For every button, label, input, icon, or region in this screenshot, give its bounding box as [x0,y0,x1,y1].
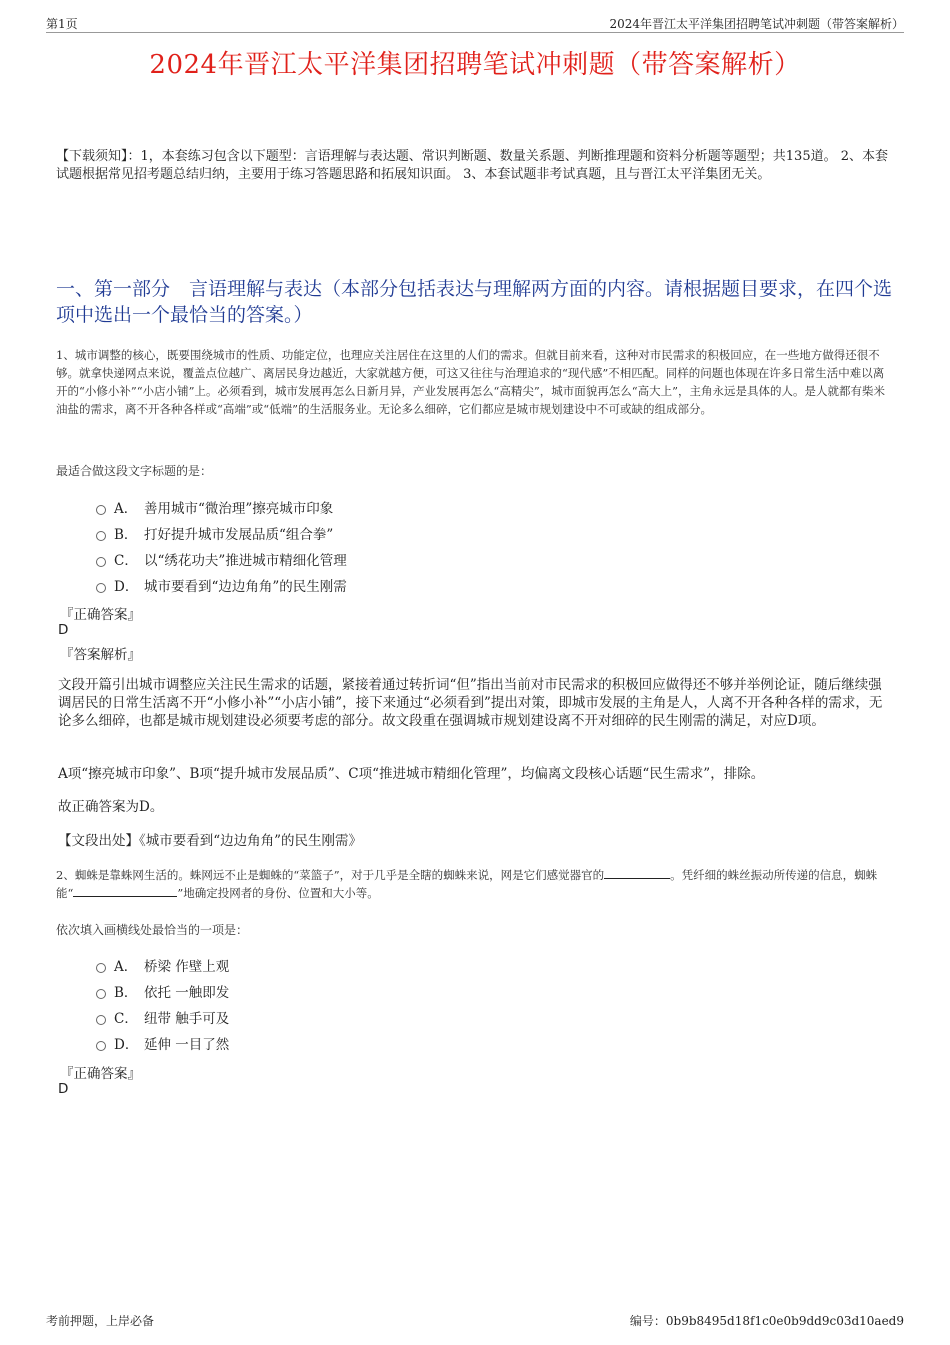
question-1-prompt: 最适合做这段文字标题的是： [56,464,213,478]
radio-icon[interactable] [96,989,106,999]
option-b[interactable]: B． 打好提升城市发展品质“组合拳” [96,520,347,546]
question-2-prompt: 依次填入画横线处最恰当的一项是： [56,923,249,937]
answer-label: 『正确答案』 [60,1066,141,1082]
option-d[interactable]: D． 城市要看到“边边角角”的民生刚需 [96,572,347,598]
section-heading: 一、第一部分 言语理解与表达（本部分包括表达与理解两方面的内容。请根据题目要求，在四个选项中选出一个最恰当的答案。） [56,278,893,326]
fill-blank[interactable] [604,866,670,879]
page-title: 2024年晋江太平洋集团招聘笔试冲刺题（带答案解析） [149,50,801,80]
radio-icon[interactable] [96,583,106,593]
download-notice: 【下载须知】：1，本套练习包含以下题型：言语理解与表达题、常识判断题、数量关系题、判断推理题和资料分析题等题型；共135道。 2、本套试题根据常见招考题总结归纳，主要用于练习答题思路和拓展知识面。 3、本套试题非考试真题，且与晋江太平洋集团无关。 [56,149,888,182]
radio-icon[interactable] [96,963,106,973]
option-b[interactable]: B． 依托 一触即发 [96,978,229,1004]
option-c[interactable]: C． 以“绣花功夫”推进城市精细化管理 [96,546,347,572]
question-2-options [96,952,229,1056]
radio-icon[interactable] [96,557,106,567]
option-d[interactable]: D． 延伸 一目了然 [96,1030,229,1056]
fill-blank[interactable] [73,884,177,897]
source-note: 【文段出处】《城市要看到“边边角角”的民生刚需》 [58,833,363,849]
question-1-text: 1、城市调整的核心，既要围绕城市的性质、功能定位，也理应关注居住在这里的人们的需求。但就目前来看，这种对市民需求的积极回应，在一些地方做得还很不够。就拿快递网点来说，覆盖点位越广、离居民身边越近，大家就越方便，可这又往往与治理追求的“现代感”不相匹配。同样的问题也体现在许多日常生活中难以离开的“小修小补”“小店小铺”上。必须看到，城市发展再怎么日新月异，产业发展再怎么“高精尖”，城市面貌再怎么“高大上”，主角永远是具体的人。是人就都有柴米油盐的需求，离不开各种各样或“高端”或“低端”的生活服务业。无论多么细碎，它们都应是城市规划建设中不可或缺的组成部分。 [56,348,886,416]
header-doc-title: 2024年晋江太平洋集团招聘笔试冲刺题（带答案解析） [609,17,904,31]
radio-icon[interactable] [96,1015,106,1025]
option-a[interactable]: A． 善用城市“微治理”擦亮城市印象 [96,494,347,520]
question-2-text: 2、蜘蛛是靠蛛网生活的。蛛网远不止是蜘蛛的“菜篮子”，对于几乎是全瞎的蜘蛛来说，网是它们感觉器官的 。凭纤细的蛛丝振动所传递的信息，蜘蛛能“ ”地确定投网者的身份、位置和大小等。 [56,868,878,900]
radio-icon[interactable] [96,1041,106,1051]
option-a[interactable]: A． 桥梁 作壁上观 [96,952,229,978]
page-number: 第1页 [46,17,78,31]
answer-value: D [58,622,69,638]
footer-serial: 编号：0b9b8495d18f1c0e0b9dd9c03d10aed9 [629,1314,904,1328]
analysis-paragraph-1: 文段开篇引出城市调整应关注民生需求的话题，紧接着通过转折词“但”指出当前对市民需求的积极回应做得还不够并举例论证，随后继续强调居民的日常生活离不开“小修小补”“小店小铺”，接下来通过“必须看到”提出对策，即城市发展的主角是人，人离不开各种各样的需求，无论多么细碎，也都是城市规划建设必须要考虑的部分。故文段重在强调城市规划建设离不开对细碎的民生刚需的满足，对应D项。 [58,677,883,729]
option-c[interactable]: C． 纽带 触手可及 [96,1004,229,1030]
radio-icon[interactable] [96,531,106,541]
analysis-label: 『答案解析』 [60,647,141,663]
analysis-conclusion: 故正确答案为D。 [58,799,164,815]
radio-icon[interactable] [96,505,106,515]
page-header [46,14,904,33]
answer-label: 『正确答案』 [60,607,141,623]
footer-slogan: 考前押题，上岸必备 [46,1314,155,1328]
question-1-options [96,494,347,598]
answer-value: D [58,1081,69,1097]
analysis-paragraph-2: A项“擦亮城市印象”、B项“提升城市发展品质”、C项“推进城市精细化管理”，均偏离文段核心话题“民生需求”，排除。 [58,766,765,782]
